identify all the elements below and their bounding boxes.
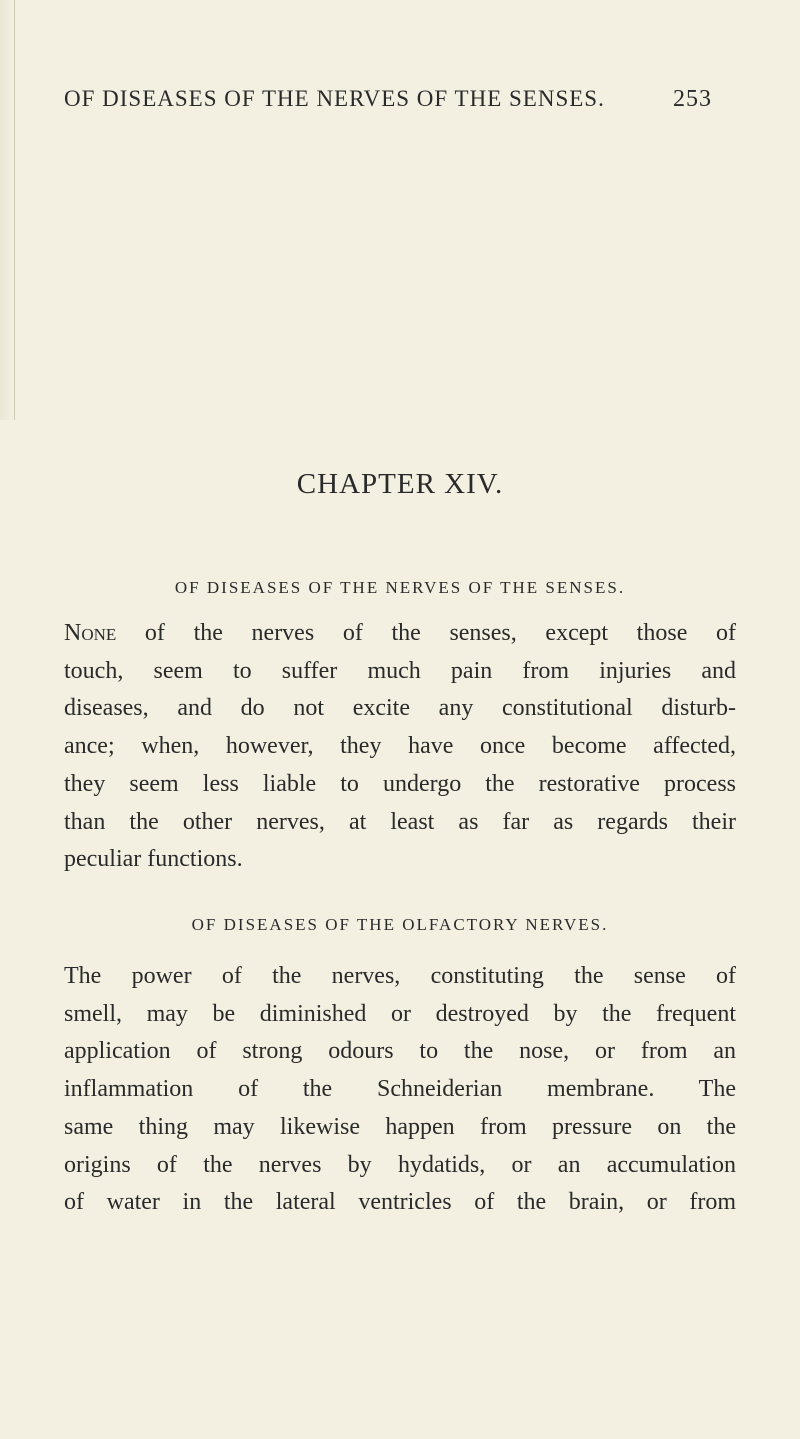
section-heading-olfactory: OF DISEASES OF THE OLFACTORY NERVES. (191, 915, 609, 934)
running-head-title: OF DISEASES OF THE NERVES OF THE SENSES. (64, 86, 605, 111)
paragraph-line: diseases, and do not excite any constitutional disturb- (64, 695, 736, 722)
paragraph-line: ance; when, however, they have once become affected, (64, 733, 736, 760)
paragraph-line: peculiar functions. (64, 846, 243, 873)
paragraph-line: inflammation of the Schneiderian membrane. The (64, 1076, 736, 1103)
paragraph-line: smell, may be diminished or destroyed by the frequent (64, 1000, 736, 1027)
paragraph-line: origins of the nerves by hydatids, or an accumulation (64, 1151, 736, 1178)
paragraph-line: None of the nerves of the senses, except those of (64, 620, 736, 646)
page-binding-edge (0, 0, 15, 420)
paragraph-line: they seem less liable to undergo the restorative process (64, 770, 736, 797)
paragraph-olfactory (64, 958, 736, 1222)
paragraph-line: The power of the nerves, constituting the sense of (64, 963, 736, 989)
section-heading-senses: OF DISEASES OF THE NERVES OF THE SENSES. (174, 578, 626, 597)
paragraph-senses (64, 615, 736, 879)
paragraph-line: application of strong odours to the nose, or from an (64, 1038, 736, 1065)
paragraph-line: same thing may likewise happen from pressure on the (64, 1113, 736, 1140)
paragraph-line: touch, seem to suffer much pain from injuries and (64, 657, 736, 684)
running-head (64, 86, 712, 113)
chapter-title: CHAPTER XIV. (296, 468, 504, 500)
drop-word: None (64, 620, 117, 646)
paragraph-line: of water in the lateral ventricles of the brain, or from (64, 1189, 736, 1216)
paragraph-line: than the other nerves, at least as far as regards their (64, 808, 736, 835)
page-number: 253 (673, 86, 712, 112)
